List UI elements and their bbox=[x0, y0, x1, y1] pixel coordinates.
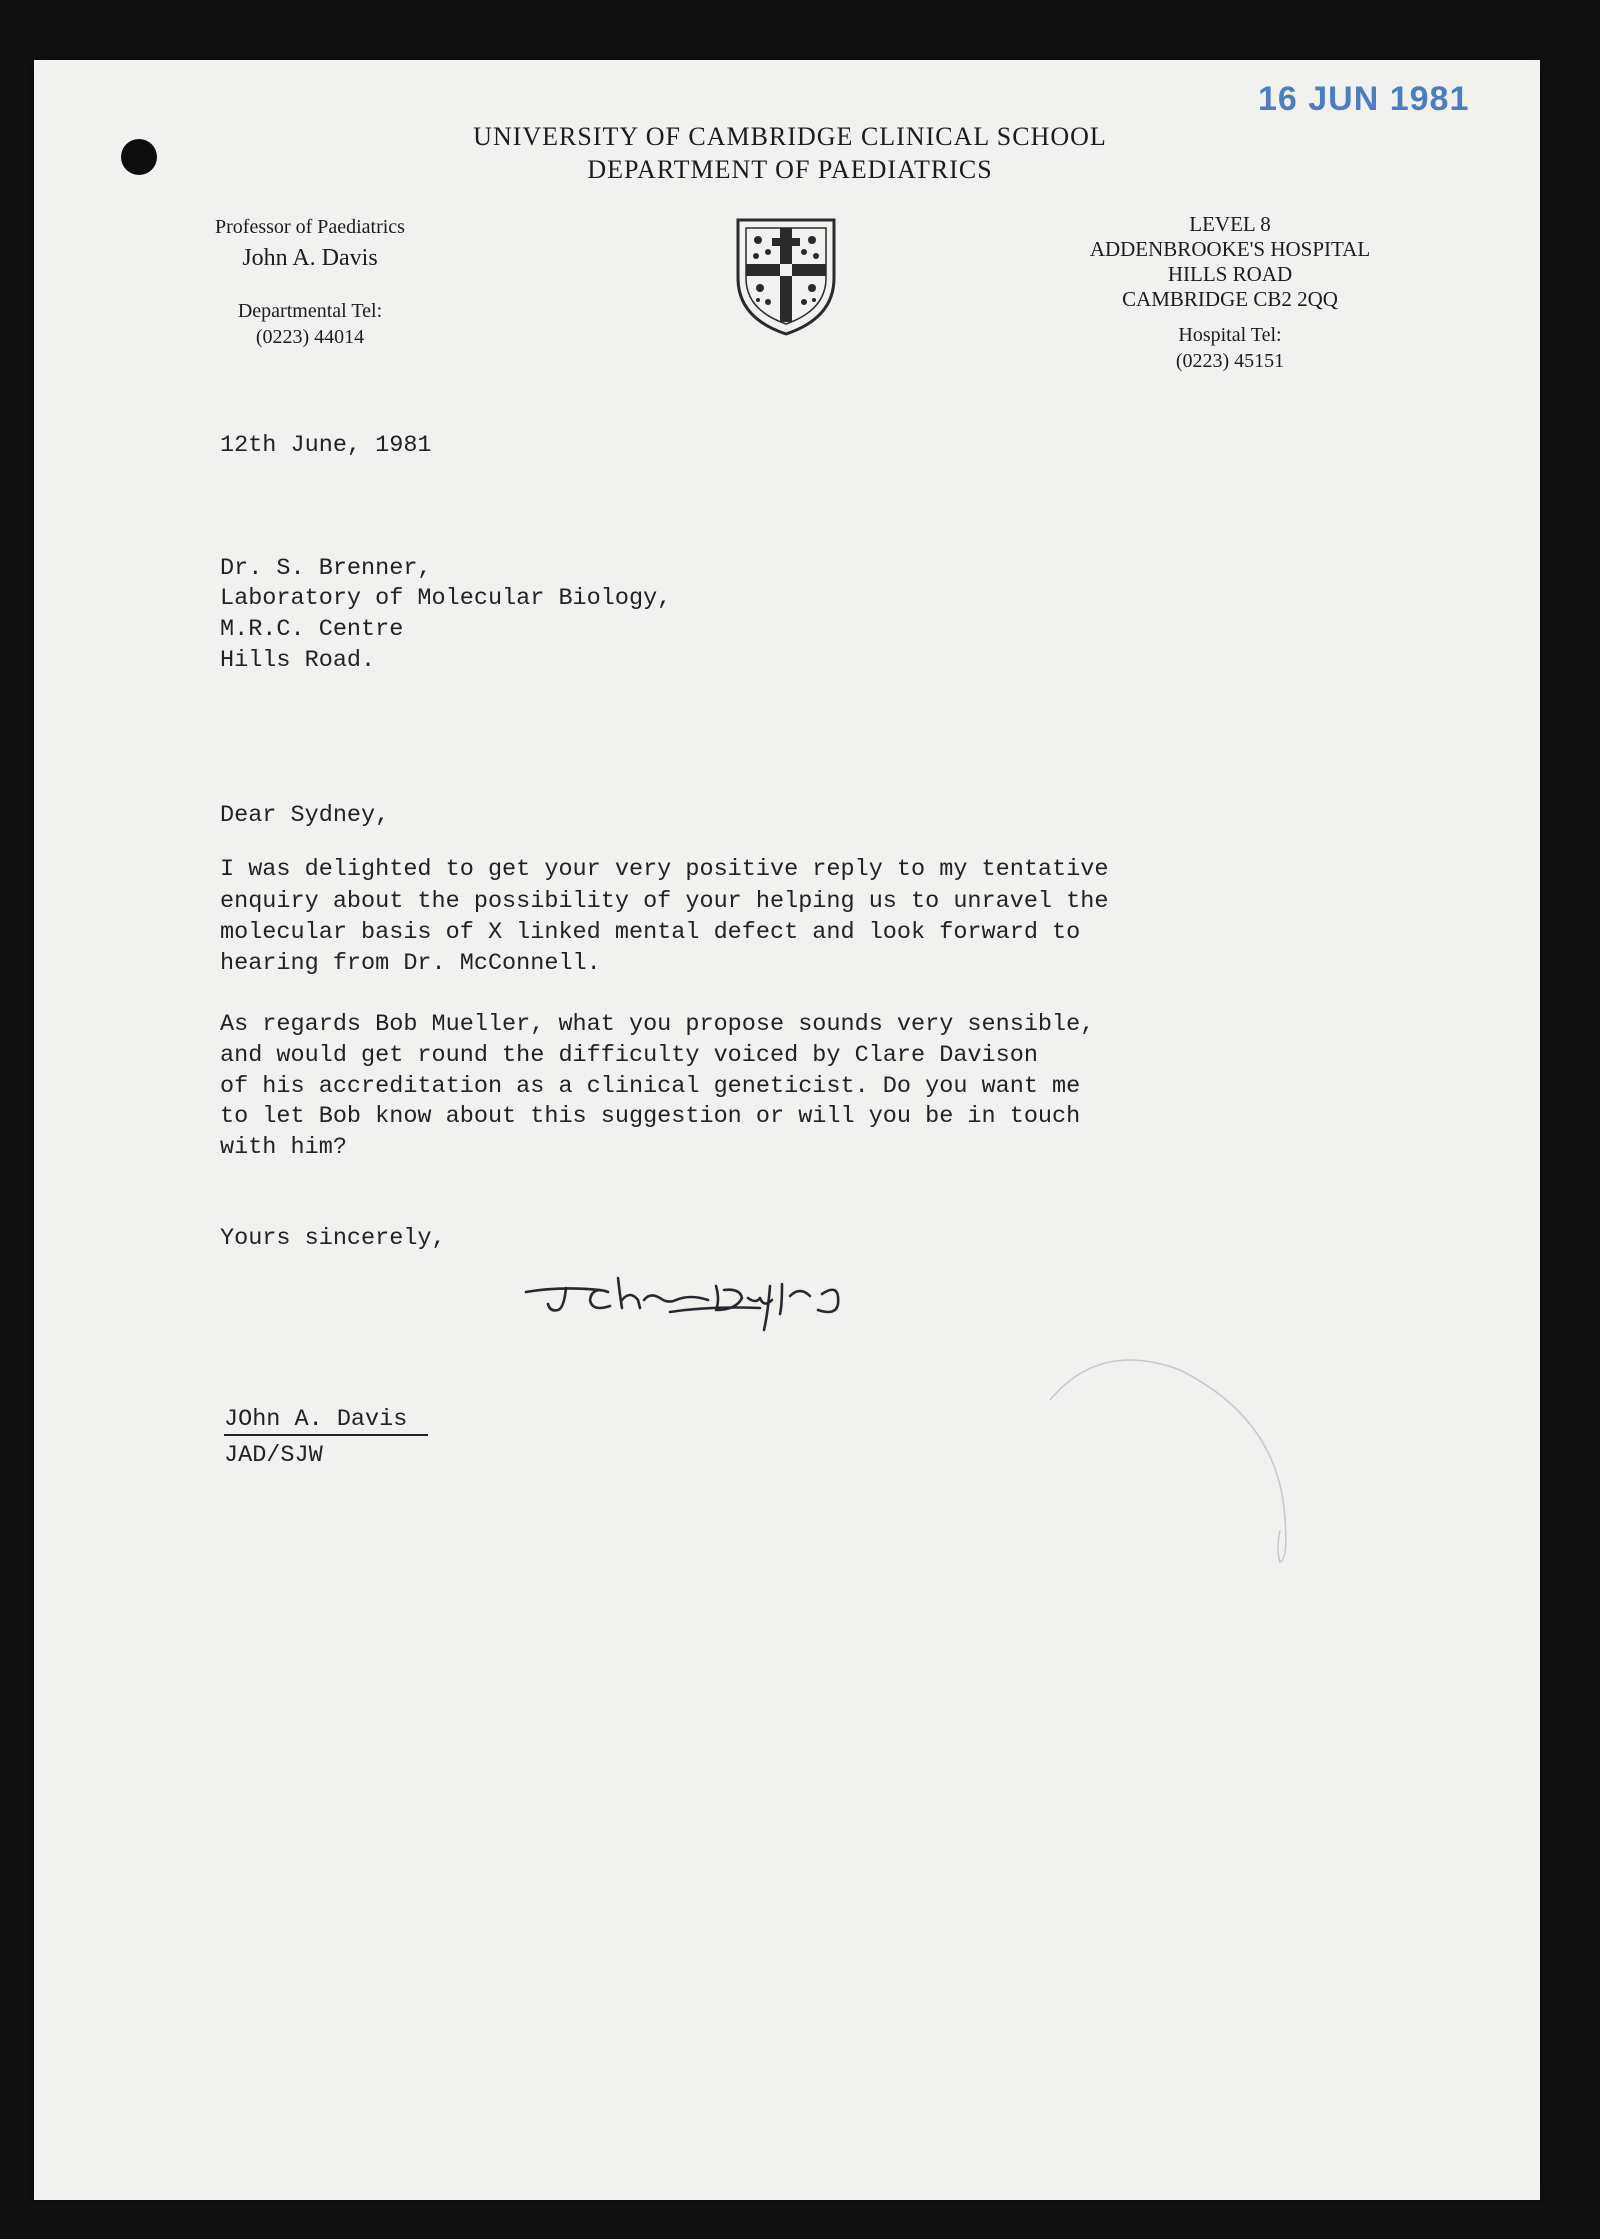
recipient-line: Laboratory of Molecular Biology, bbox=[220, 585, 672, 612]
sender-name: John A. Davis bbox=[242, 245, 378, 271]
recipient-line: Hills Road. bbox=[220, 647, 376, 674]
body-line: I was delighted to get your very positive reply to my tentative bbox=[220, 856, 1109, 883]
salutation: Dear Sydney, bbox=[220, 802, 390, 829]
body-line: molecular basis of X linked mental defect and look forward to bbox=[220, 919, 1081, 946]
body-line: As regards Bob Mueller, what you propose sounds very sensible, bbox=[220, 1011, 1095, 1038]
department-tel: (0223) 44014 bbox=[255, 326, 365, 348]
university-crest-icon bbox=[734, 216, 838, 338]
signer-underline bbox=[224, 1434, 428, 1436]
address-level: LEVEL 8 bbox=[1189, 212, 1271, 236]
handwritten-signature bbox=[520, 1256, 920, 1336]
body-line: and would get round the difficulty voiced by Clare Davison bbox=[220, 1042, 1038, 1069]
received-date-stamp: 16 JUN 1981 bbox=[1258, 80, 1470, 118]
reference-initials: JAD/SJW bbox=[224, 1442, 323, 1469]
address-road: HILLS ROAD bbox=[1167, 262, 1293, 286]
body-line: of his accreditation as a clinical geneticist. Do you want me bbox=[220, 1073, 1081, 1100]
hospital-tel-label: Hospital Tel: bbox=[1178, 324, 1282, 346]
letter-page bbox=[34, 60, 1540, 2200]
closing: Yours sincerely, bbox=[220, 1225, 446, 1252]
department-tel-label: Departmental Tel: bbox=[237, 300, 383, 322]
punch-hole bbox=[121, 139, 157, 175]
institution-heading: UNIVERSITY OF CAMBRIDGE CLINICAL SCHOOL bbox=[473, 122, 1107, 151]
letter-date: 12th June, 1981 bbox=[220, 432, 432, 459]
body-line: to let Bob know about this suggestion or will you be in touch bbox=[220, 1103, 1081, 1130]
hospital-tel: (0223) 45151 bbox=[1175, 350, 1285, 372]
address-hospital: ADDENBROOKE'S HOSPITAL bbox=[1089, 237, 1371, 261]
recipient-line: M.R.C. Centre bbox=[220, 616, 404, 643]
signer-name: JOhn A. Davis bbox=[224, 1406, 408, 1433]
address-city: CAMBRIDGE CB2 2QQ bbox=[1122, 287, 1338, 311]
recipient-line: Dr. S. Brenner, bbox=[220, 555, 432, 582]
body-line: hearing from Dr. McConnell. bbox=[220, 950, 601, 977]
body-line: with him? bbox=[220, 1134, 347, 1161]
body-line: enquiry about the possibility of your helping us to unravel the bbox=[220, 888, 1109, 915]
department-heading: DEPARTMENT OF PAEDIATRICS bbox=[587, 155, 993, 184]
sender-role: Professor of Paediatrics bbox=[215, 216, 405, 238]
pencil-arc-mark bbox=[1040, 1330, 1300, 1590]
